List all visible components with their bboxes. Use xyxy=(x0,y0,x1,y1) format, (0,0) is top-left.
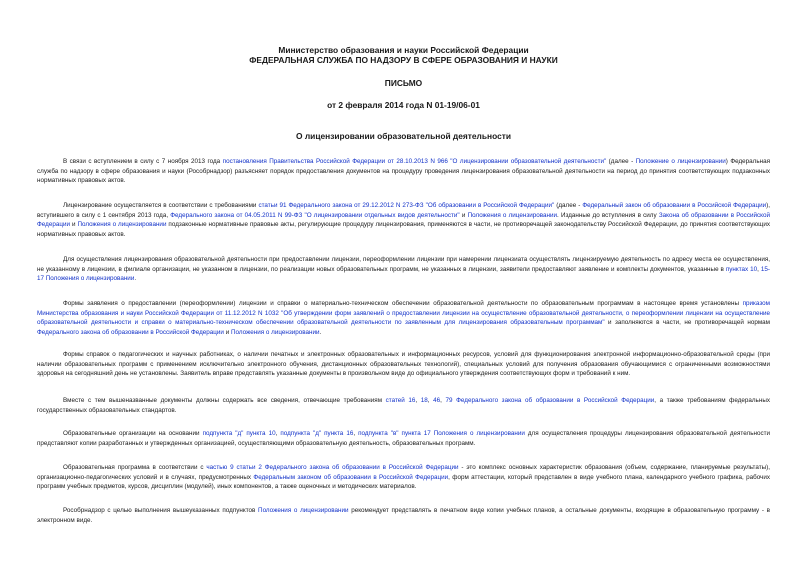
document-link[interactable]: Положения о лицензировании xyxy=(77,221,167,229)
document-link[interactable]: 46 xyxy=(433,397,441,404)
paragraph-text: . xyxy=(134,275,137,283)
document-link[interactable]: Федеральным законом об образовании в Российской Федерации xyxy=(253,473,449,481)
paragraph xyxy=(37,299,770,337)
paragraph-text: Формы заявления о предоставлении (переоформлении) лицензии и справки о материально-техническом обеспечении образовательной деятельности по образовательным программам в настоящее время установлены xyxy=(63,300,743,307)
document-link[interactable]: подпункта "д" пункта 16 xyxy=(280,430,354,437)
paragraph-text: для осуществления процедуры лицензирования образовательной деятельности представляют копии разработанных и утвержденных организацией, осуществляющими образовательную деятельность, образовательных программ. xyxy=(37,430,771,447)
paragraph-text: и xyxy=(459,211,468,219)
paragraph xyxy=(37,350,770,379)
paragraph-text: Лицензирование осуществляется в соответствии с требованиями xyxy=(63,202,259,209)
paragraph-text: . xyxy=(319,328,322,336)
document-link[interactable]: пунктах 10 xyxy=(725,265,758,273)
document-link[interactable]: Федеральный закон об образовании в Российской Федерации xyxy=(582,202,767,209)
paragraph-text: ) Федеральная служба по надзору в сфере образования и науки (Рособрнадзор) разъясняет порядок предоставления документов на процедуру проведения лицензирования образовательной деятельности на период до принятия соответствующих подзаконных нормативных правовых актов. xyxy=(37,158,771,185)
paragraph-text: , xyxy=(275,430,281,437)
paragraph-text: , xyxy=(353,430,359,437)
paragraph-text: Вместе с тем вышеназванные документы должны содержать все сведения, отвечающие требованиям xyxy=(63,397,386,404)
paragraph-text: Для осуществления лицензирования образовательной деятельности при предоставлении лицензии, переоформлении лицензии при намерении лицензиата осуществлять лицензируемую деятельность по адресу места ее осуществления, не указанному в лицензии, в филиале организации, не указанном в лицензии, по реализации новых образовательных программ, не указанных в лицензии, заявители предоставляют заявление и комплекты документов, указанные в xyxy=(37,256,770,273)
doc-type-title: ПИСЬМО xyxy=(384,78,423,88)
document-link[interactable]: статьи 91 Федерального закона от 29.12.2012 N 273-ФЗ "Об образовании в Российской Федерации" xyxy=(258,202,555,209)
header-ministry: Министерство образования и науки Российской Федерации xyxy=(278,45,529,55)
paragraph-text: , форм аттестации, который представлен в виде учебного плана, календарного учебного графика, рабочих программ учебных предметов, курсов, дисциплин (модулей), иных компонентов, а также оценочных и методических материалов. xyxy=(37,473,771,491)
paragraph-text: , xyxy=(757,265,761,273)
paragraph-text: , xyxy=(440,397,446,404)
paragraph xyxy=(37,255,770,284)
paragraph-text: рекомендует представлять в печатном виде копии учебных планов, а остальные документы, входящие в образовательную программу - в электронном виде. xyxy=(37,507,771,524)
paragraph xyxy=(37,396,770,415)
document-link[interactable]: подпункта "в" пункта 17 Положения о лицензировании xyxy=(358,430,525,437)
paragraph-text: и xyxy=(69,221,78,229)
document-link[interactable]: подпункта "д" пункта 10 xyxy=(202,430,276,437)
paragraph-text: и xyxy=(223,328,231,336)
document-link[interactable]: Положения о лицензировании xyxy=(467,211,558,219)
document-link[interactable]: 79 Федерального закона об образовании в Российской Федерации xyxy=(445,397,655,404)
paragraph-text: подзаконные нормативные правовые акты, регулирующие процедуру лицензирования, применяются в части, не противоречащей законодательству Российской Федерации, до принятия соответствующих нормативных правовых актов. xyxy=(37,221,770,238)
document-link[interactable]: 15-17 Положения о лицензировании xyxy=(37,265,770,283)
paragraph-text: , а также требованиям федеральных государственных образовательных стандартов. xyxy=(37,397,770,414)
paragraph-text: ), вступившего в силу с 1 сентября 2013 года, xyxy=(37,202,771,219)
paragraph-text: - это комплекс основных характеристик образования (объем, содержание, планируемые результаты), организационно-педагогических условий и в случаях, предусмотренных xyxy=(37,464,770,481)
paragraph-text: . Изданные до вступления в силу xyxy=(557,211,659,219)
paragraph-text: Образовательная программа в соответствии с xyxy=(63,464,207,471)
paragraph-text: Рособрнадзор с целью выполнения вышеуказанных подпунктов xyxy=(63,507,259,514)
paragraph-text: , xyxy=(427,397,434,404)
paragraph xyxy=(37,463,770,492)
document-link[interactable]: Положения о лицензировании xyxy=(258,507,349,514)
paragraph-text: и заполняются в части, не противоречащей нормам xyxy=(604,319,770,327)
header-service: ФЕДЕРАЛЬНАЯ СЛУЖБА ПО НАДЗОРУ В СФЕРЕ ОБРАЗОВАНИЯ И НАУКИ xyxy=(249,55,558,65)
paragraph-text: (далее - xyxy=(606,158,636,165)
document-link[interactable]: статей 16 xyxy=(385,397,416,404)
paragraph xyxy=(37,429,770,448)
document-link[interactable]: Федерального закона от 04.05.2011 N 99-ФЗ "О лицензировании отдельных видов деятельности" xyxy=(170,211,460,219)
document-link[interactable]: Федерального закона об образовании в Российской Федерации xyxy=(37,328,224,336)
paragraph-text: (далее - xyxy=(554,202,583,209)
document-link[interactable]: 18 xyxy=(420,397,428,404)
paragraph xyxy=(37,201,770,239)
document-link[interactable]: приказом Министерства образования и науки Российской Федерации от 11.12.2012 N 1032 "Об утверждении форм заявлений о предоставлении лицензии на осуществление образовательной деятельности, о переоформлении лицензии на осуществление образовательной деятельности и справки о материально-техническом обеспечении образовательной деятельности по заявленным для лицензирования образовательным программам" xyxy=(37,300,770,327)
paragraph-text: Формы справок о педагогических и научных работниках, о наличии печатных и электронных образовательных и информационных ресурсов, условий для функционирования электронной информационно-образовательной среды (при наличии образовательных программ с применением исключительно электронного обучения, дистанционных образовательных технологий), специальных условий для получения образования обучающимися с ограниченными возможностями здоровья на сегодняшний день не установлены. Заявитель вправе представлять указанные документы в произвольном виде до официального утверждения соответствующих форм и требований к ним. xyxy=(37,351,770,378)
document-link[interactable]: Положение о лицензировании xyxy=(635,158,726,165)
paragraph-text: Образовательные организации на основании xyxy=(63,430,203,437)
paragraph xyxy=(37,157,770,186)
document-link[interactable]: Закона об образовании в Российской Федерации xyxy=(37,211,770,229)
document-link[interactable]: постановления Правительства Российской Федерации от 28.10.2013 N 966 "О лицензировании образовательной деятельности" xyxy=(222,158,607,165)
paragraph-text: В связи с вступлением в силу с 7 ноября 2013 года xyxy=(63,158,223,165)
paragraph-text: , xyxy=(415,397,421,404)
paragraph xyxy=(37,506,770,525)
document-link[interactable]: Положения о лицензировании xyxy=(230,328,320,336)
document-link[interactable]: частью 9 статьи 2 Федерального закона об образовании в Российской Федерации xyxy=(206,464,459,471)
doc-date-number: от 2 февраля 2014 года N 01-19/06-01 xyxy=(327,100,480,110)
doc-subject: О лицензировании образовательной деятельности xyxy=(296,131,511,141)
